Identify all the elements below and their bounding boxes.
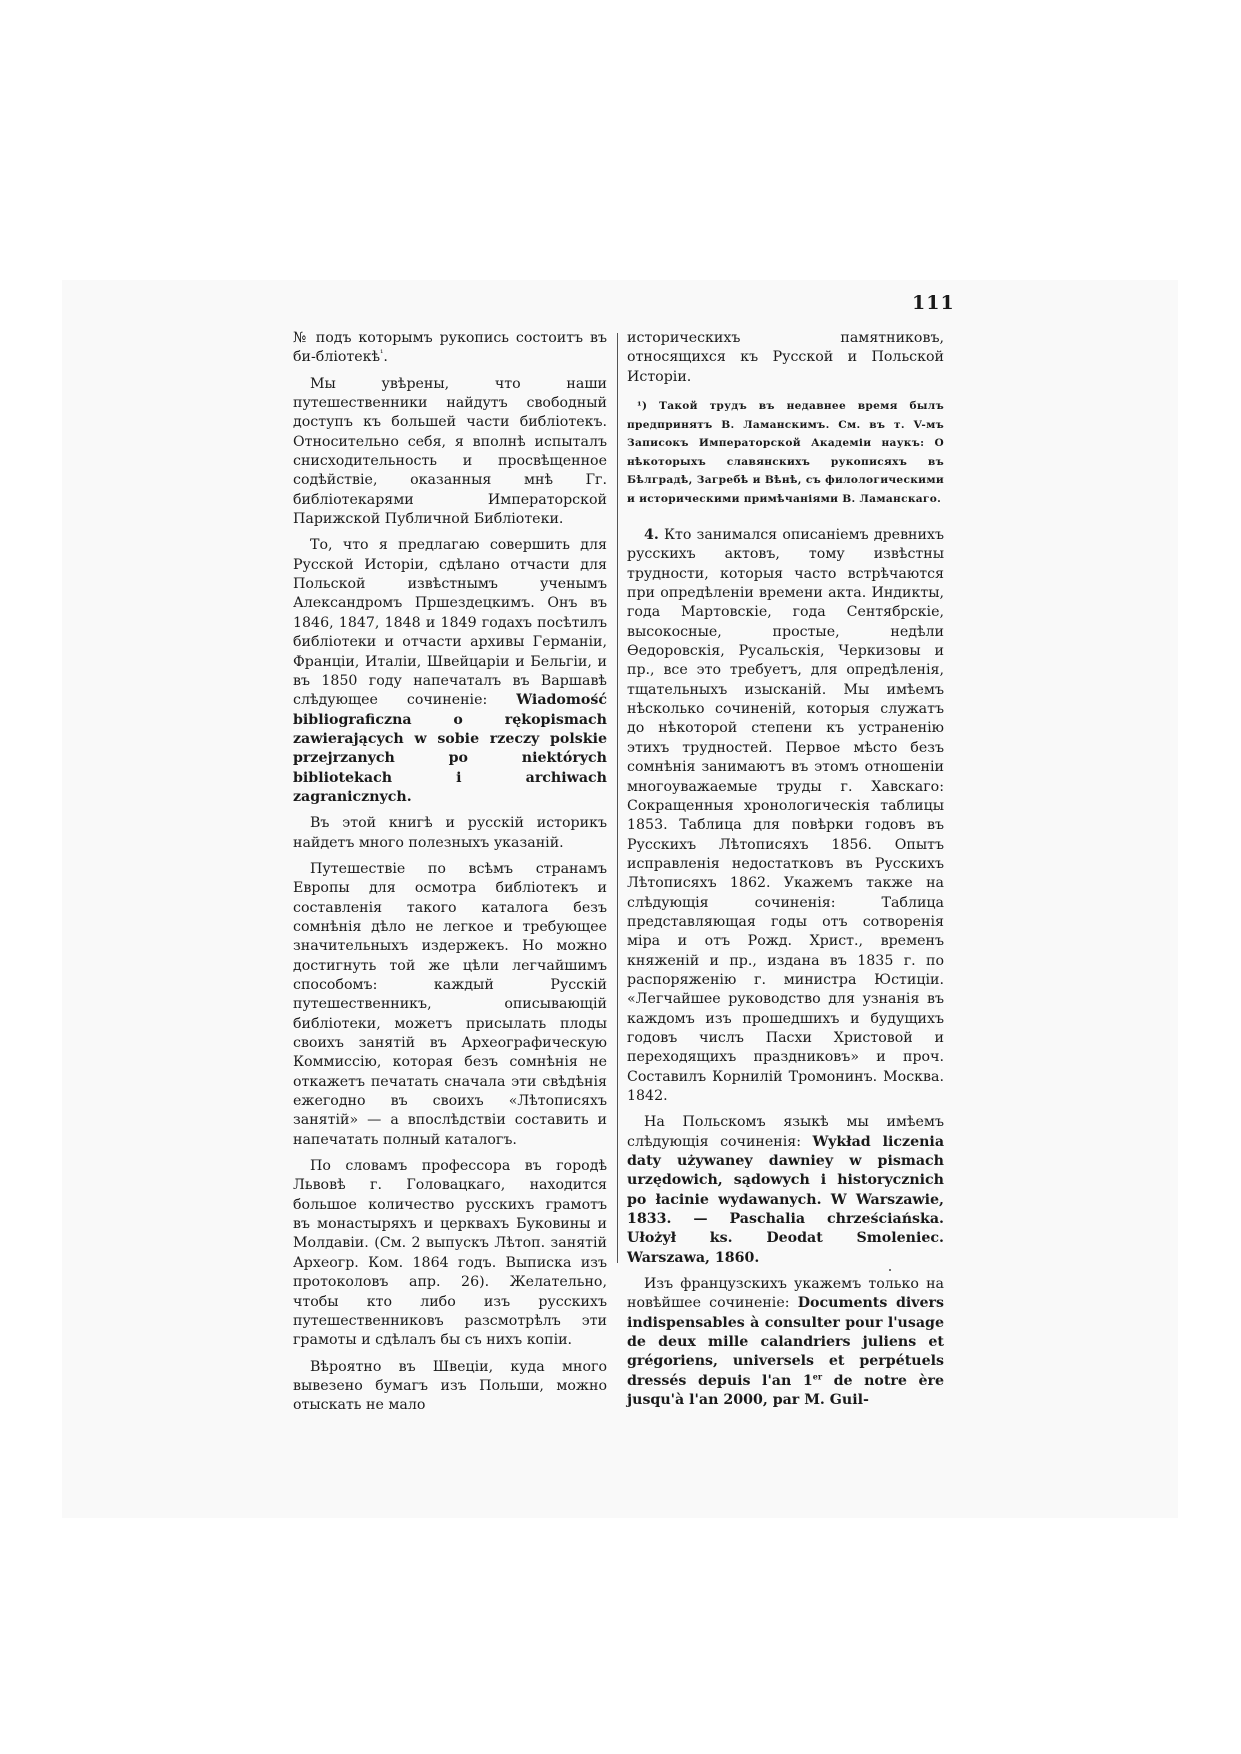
book-title: Wiadomość bibliograficzna o rękopismach zawierających w sobie rzeczy polskie przejrzanych po niektórych bibliotekach i archiwach zagranicznych. xyxy=(293,692,607,805)
paragraph-text: . xyxy=(383,349,388,366)
paragraph xyxy=(627,526,944,1106)
paragraph-text: То, что я предлагаю совершить для Русской Исторіи, сдѣлано отчасти для Польской извѣстнымъ ученымъ Александромъ Пршездецкимъ. Онъ въ 1846, 1847, 1848 и 1849 годахъ посѣтилъ библіотеки и отчасти архивы Германіи, Франціи, Италіи, Швейцаріи и Бельгіи, и въ 1850 году напечаталъ въ Варшавѣ слѣдующее сочиненіе: xyxy=(293,537,607,709)
paragraph xyxy=(627,1113,944,1268)
footnote xyxy=(627,397,944,508)
paragraph-text: Кто занимался описаніемъ древнихъ русскихъ актовъ, тому извѣстны трудности, которыя часто встрѣчаются при опредѣленіи времени акта. Индикты, года Мартовскіе, года Сентябрскіе, высокосные, простые, недѣли Ѳедоровскія, Русальскія, Черкизовы и пр., все это требуетъ, для опредѣленія, тщательныхъ изысканій. Мы имѣемъ нѣсколько сочиненій, которыя служатъ до нѣкоторой степени къ устраненію этихъ трудностей. Первое мѣсто безъ сомнѣнія занимаютъ въ этомъ отношеніи многоуважаемые труды г. Хавскаго: Сокращенныя хронологическія таблицы 1853. Таблица для повѣрки годовъ въ Русскихъ Лѣтописяхъ 1856. Опытъ исправленія недостатковъ въ Русскихъ Лѣтописяхъ 1862. Укажемъ также на слѣдующія сочиненія: Таблица представляющая годы отъ сотворенія міра и отъ Рожд. Христ., временъ княженій и пр., издана въ 1835 г. по распоряженію г. министра Юстиціи. «Легчайшее руководство для узнанія въ каждомъ изъ прошедшихъ и будущихъ годовъ числъ Пасхи Христовой и переходящихъ праздниковъ» и проч. Составилъ Корнилій Тромонинъ. Москва. 1842. xyxy=(627,527,944,1104)
paragraph: По словамъ профессора въ городѣ Львовѣ г. Головацкаго, находится большое количество русскихъ грамотъ въ монастыряхъ и церквахъ Буковины и Молдавіи. (См. 2 выпускъ Лѣтоп. занятій Археогр. Ком. 1864 годъ. Выписка изъ протоколовъ апр. 26). Желательно, чтобы кто либо изъ русскихъ путешественниковъ разсмотрѣлъ эти грамоты и сдѣлалъ бы съ нихъ копіи. xyxy=(293,1158,607,1349)
right-column xyxy=(627,329,944,1418)
book-title: Wykład liczenia daty używaney dawniey w pismach urzędowich, sądowych i historycznich po łacinie wydawanych. W Warszawie, 1833. — Paschalia chrześciańska. Ułożył ks. Deodat Smoleniec. Warszawa, 1860. xyxy=(627,1133,945,1266)
paragraph xyxy=(293,536,607,807)
paragraph-text: № подъ которымъ рукопись состоитъ въ би-бліотекѣ xyxy=(293,330,607,366)
book-title xyxy=(627,1295,944,1408)
paragraph xyxy=(627,1275,944,1410)
page-number: 111 xyxy=(912,292,955,314)
column-divider xyxy=(617,333,618,1263)
paragraph: историческихъ памятниковъ, относящихся къ Русской и Польской Исторіи. xyxy=(627,330,944,385)
book-title-part: Documents divers indispensables à consulter pour l'usage de deux mille calandriers juliens et grégoriens, universels et perpétuels dressés depuis l'an 1 xyxy=(627,1295,944,1389)
paragraph-text: На Польскомъ языкѣ мы имѣемъ слѣдующія сочиненія: xyxy=(627,1114,944,1150)
paragraph: Вѣроятно въ Швеціи, куда много вывезено бумагъ изъ Польши, можно отыскать не мало xyxy=(293,1358,607,1414)
paragraph-text: Изъ французскихъ укажемъ только на новѣйшее сочиненіе: xyxy=(627,1276,944,1312)
footnote-text: Такой трудъ въ недавнее время былъ предпринятъ В. Ламанскимъ. См. въ т. V-мъ Записокъ Императорской Академіи наукъ: О нѣкоторыхъ славянскихъ рукописяхъ въ Бѣлградѣ, Загребѣ и Вѣнѣ, съ филологическими и историческими примѣчаніями В. Ламанскаго. xyxy=(627,400,944,505)
book-title-part: de notre ère jusqu'à l'an 2000, par M. Guil- xyxy=(627,1372,944,1409)
footnote-mark: ¹) xyxy=(637,400,648,413)
section-number: 4. xyxy=(644,527,659,544)
page-sheet xyxy=(62,280,1178,1518)
paragraph: Въ этой книгѣ и русскій историкъ найдетъ много полезныхъ указаній. xyxy=(293,815,607,851)
footnote-reference: ¹ xyxy=(380,348,384,358)
left-column xyxy=(293,329,607,1423)
superscript: er xyxy=(812,1371,823,1382)
ink-dot xyxy=(889,1269,891,1271)
paragraph: Мы увѣрены, что наши путешественники найдутъ свободный доступъ къ большей части библіотекъ. Относительно себя, я вполнѣ испыталъ снисходительность и просвѣщенное содѣйствіе, оказанныя мнѣ Гг. библіотекарями Императорской Парижской Публичной Библіотеки. xyxy=(293,375,607,528)
paragraph: Путешествіе по всѣмъ странамъ Европы для осмотра библіотекъ и составленія такого каталога безъ сомнѣнія дѣло не легкое и требующее значительныхъ издержекъ. Но можно достигнуть той же цѣли легчайшимъ способомъ: каждый Русскій путешественникъ, описывающій библіотеки, можетъ присылать плоды своихъ занятій въ Археографическую Коммиссію, которая безъ сомнѣнія не откажетъ печатать сначала эти свѣдѣнія ежегодно въ своихъ «Лѣтописяхъ занятій» — а впослѣдствіи составить и напечатать полный каталогъ. xyxy=(293,860,607,1148)
paragraph xyxy=(293,329,607,368)
